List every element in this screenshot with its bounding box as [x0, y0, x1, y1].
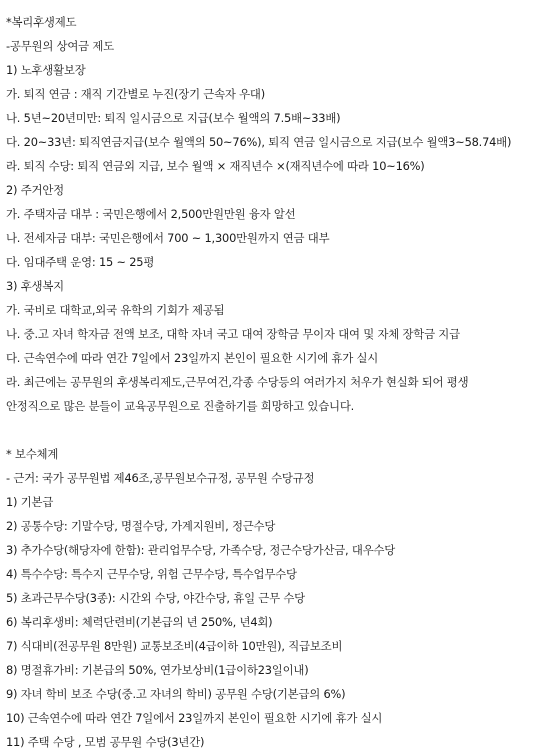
housing-item-2: 나. 전세자금 대부: 국민은행에서 700 ~ 1,300만원까지 연금 대부 — [6, 231, 330, 245]
pension-item-1: 가. 퇴직 연금 : 재직 기간별로 누진(장기 근속자 우대) — [6, 87, 265, 101]
pension-heading: 1) 노후생활보장 — [6, 63, 86, 77]
pay-basis: - 근거: 국가 공무원법 제46조,공무원보수규정, 공무원 수당규정 — [6, 471, 315, 485]
pay-title: * 보수체계 — [6, 447, 59, 461]
benefits-item-4: 라. 최근에는 공무원의 후생복리제도,근무여건,각종 수당등의 여러가지 처우가 현실화 되어 평생 — [6, 375, 469, 389]
pension-item-3: 다. 20~33년: 퇴직연금지급(보수 월액의 50~76%), 퇴직 연금 일시금으로 지급(보수 월액3~58.74배) — [6, 135, 512, 149]
welfare-title: *복리후생제도 — [6, 15, 77, 29]
pension-item-2: 나. 5년~20년미만: 퇴직 일시금으로 지급(보수 월액의 7.5배~33배) — [6, 111, 341, 125]
benefits-item-3: 다. 근속연수에 따라 연간 7일에서 23일까지 본인이 필요한 시기에 휴가 실시 — [6, 351, 379, 365]
pay-item-10: 10) 근속연수에 따라 연간 7일에서 23일까지 본인이 필요한 시기에 휴가 실시 — [6, 711, 383, 725]
pay-item-2: 2) 공통수당: 기말수당, 명절수당, 가계지원비, 정근수당 — [6, 519, 276, 533]
pay-item-1: 1) 기본급 — [6, 495, 54, 509]
welfare-subtitle: -공무원의 상여금 제도 — [6, 39, 114, 53]
pay-item-3: 3) 추가수당(해당자에 한함): 관리업무수당, 가족수당, 정근수당가산금, 대우수당 — [6, 543, 396, 557]
benefits-item-2: 나. 중.고 자녀 학자금 전액 보조, 대학 자녀 국고 대여 장학금 무이자 대여 및 자체 장학금 지급 — [6, 327, 460, 341]
housing-item-1: 가. 주택자금 대부 : 국민은행에서 2,500만원만원 융자 알선 — [6, 207, 296, 221]
pension-item-4: 라. 퇴직 수당: 퇴직 연금외 지급, 보수 월액 × 재직년수 ×(재직년수에 따라 10~16%) — [6, 159, 425, 173]
pay-item-4: 4) 특수수당: 특수지 근무수당, 위험 근무수당, 특수업무수당 — [6, 567, 297, 581]
housing-item-3: 다. 임대주택 운영: 15 ~ 25평 — [6, 255, 155, 269]
pay-item-9: 9) 자녀 학비 보조 수당(중.고 자녀의 학비) 공무원 수당(기본급의 6%) — [6, 687, 346, 701]
benefits-item-4-continued: 안정직으로 많은 분들이 교육공무원으로 진출하기를 희망하고 있습니다. — [6, 399, 355, 413]
benefits-heading: 3) 후생복지 — [6, 279, 64, 293]
housing-heading: 2) 주거안정 — [6, 183, 64, 197]
pay-item-11: 11) 주택 수당 , 모범 공무원 수당(3년간) — [6, 735, 205, 749]
pay-item-7: 7) 식대비(전공무원 8만원) 교통보조비(4급이하 10만원), 직급보조비 — [6, 639, 343, 653]
blank-line — [6, 418, 547, 442]
benefits-item-1: 가. 국비로 대학교,외국 유학의 기회가 제공됨 — [6, 303, 225, 317]
pay-item-5: 5) 초과근무수당(3종): 시간외 수당, 야간수당, 휴일 근무 수당 — [6, 591, 305, 605]
pay-item-6: 6) 복리후생비: 체력단련비(기본급의 년 250%, 년4회) — [6, 615, 273, 629]
pay-item-8: 8) 명절휴가비: 기본급의 50%, 연가보상비(1급이하23일이내) — [6, 663, 309, 677]
